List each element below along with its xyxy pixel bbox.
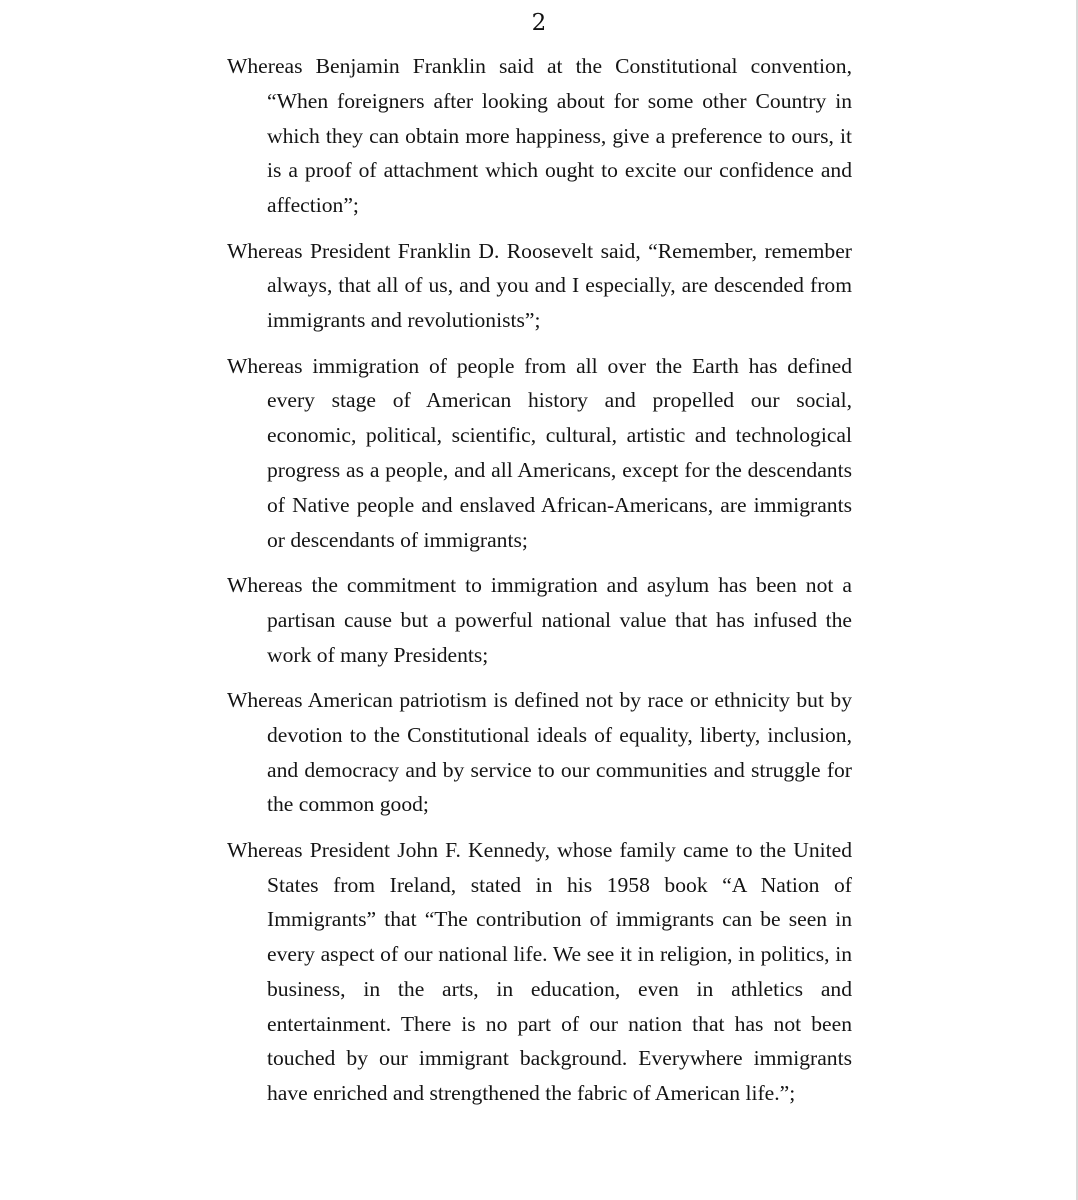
- whereas-clause-kennedy: Whereas President John F. Kennedy, whose family came to the United States from Ireland, stated in his 1958 book “A Nation of Immigrants” that “The contribution of immigrants can be seen in every aspect of our national life. We see it in religion, in politics, in business, in the arts, in education, even in athletics and entertainment. There is no part of our nation that has not been touched by our immigrant background. Everywhere immigrants have enriched and strengthened the fabric of American life.”;: [227, 837, 852, 1106]
- whereas-clause-immigration-history: Whereas immigration of people from all over the Earth has defined every stage of American history and propelled our social, economic, political, scientific, cultural, artistic and technological progress as a people, and all Americans, except for the descendants of Native people and enslaved African-Americans, are immigrants or descendants of immigrants;: [227, 353, 852, 552]
- whereas-clause-patriotism: Whereas American patriotism is defined not by race or ethnicity but by devotion to the Constitutional ideals of equality, liberty, inclusion, and democracy and by service to our communities and struggle for the common good;: [227, 687, 852, 817]
- whereas-clause-franklin: Whereas Benjamin Franklin said at the Constitutional convention, “When foreigners after looking about for some other Country in which they can obtain more happiness, give a preference to ours, it is a proof of attachment which ought to excite our confidence and affection”;: [227, 54, 852, 218]
- page-number: 2: [531, 10, 547, 36]
- whereas-clauses: [227, 49, 852, 1111]
- whereas-clause-roosevelt: Whereas President Franklin D. Roosevelt said, “Remember, remember always, that all of us, and you and I especially, are descended from immigrants and revolutionists”;: [227, 238, 852, 333]
- whereas-clause-commitment: Whereas the commitment to immigration and asylum has been not a partisan cause but a powerful national value that has infused the work of many Presidents;: [227, 572, 852, 667]
